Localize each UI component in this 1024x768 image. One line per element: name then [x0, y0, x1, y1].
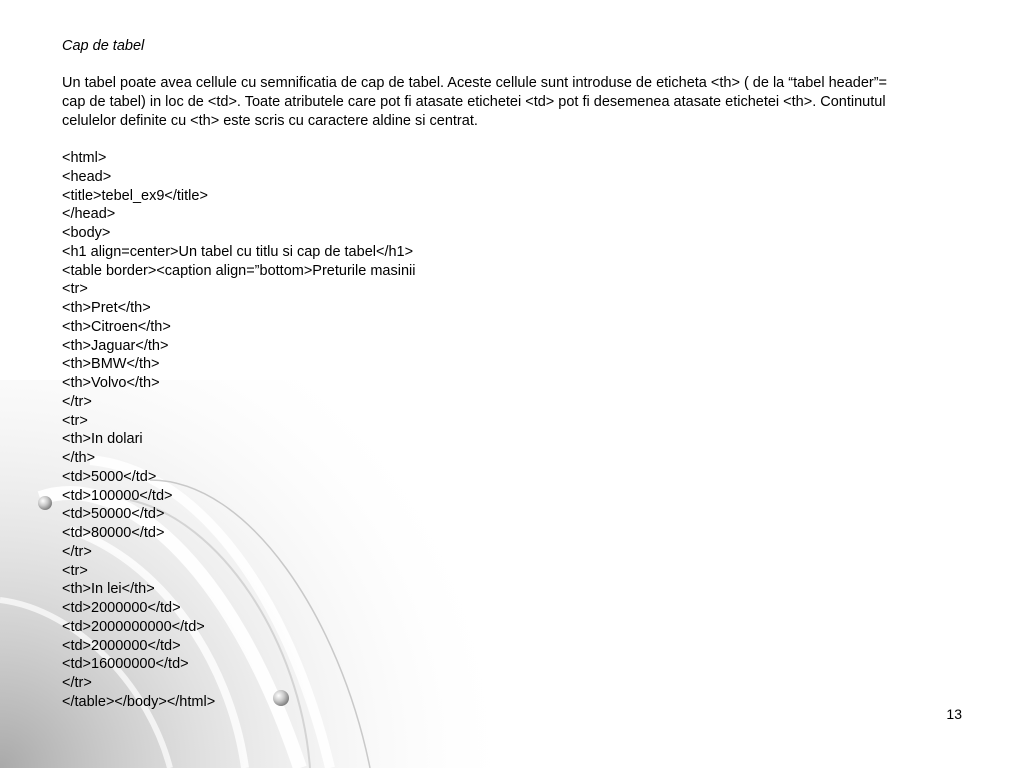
intro-line: celulelor definite cu <th> este scris cu caractere aldine si centrat. [62, 113, 478, 129]
code-line: </head> [62, 206, 116, 223]
code-line: </table></body></html> [62, 693, 216, 710]
html-code-listing [62, 149, 415, 712]
code-line: <th>In dolari [62, 431, 143, 448]
intro-line: cap de tabel) in loc de <td>. Toate atributele care pot fi atasate etichetei <td> pot fi desemenea atasate etichetei <th>. Continutul [62, 94, 886, 110]
code-line: <th>Jaguar</th> [62, 337, 169, 354]
code-line: <th>In lei</th> [62, 581, 155, 598]
code-line: <title>tebel_ex9</title> [62, 187, 208, 204]
code-line: <td>2000000</td> [62, 600, 181, 616]
code-line: <td>2000000000</td> [62, 618, 205, 635]
code-line: <td>80000</td> [62, 525, 165, 541]
code-line: </tr> [62, 675, 92, 691]
code-line: <h1 align=center>Un tabel cu titlu si cap de tabel</h1> [62, 243, 414, 260]
code-line: <td>2000000</td> [62, 637, 181, 654]
code-line: <th>Volvo</th> [62, 375, 160, 391]
intro-line: Un tabel poate avea cellule cu semnificatia de cap de tabel. Aceste cellule sunt introduse de eticheta <th> ( de la “tabel header”= [62, 75, 888, 91]
code-line: <th>Pret</th> [62, 300, 151, 316]
slide-title: Cap de tabel [62, 38, 145, 54]
code-line: <html> [62, 150, 107, 166]
code-line: <tr> [62, 412, 88, 429]
code-line: <td>50000</td> [62, 506, 165, 523]
code-line: </th> [62, 450, 96, 466]
code-line: <body> [62, 225, 111, 241]
code-line: <head> [62, 168, 112, 185]
code-line: <th>Citroen</th> [62, 318, 171, 335]
code-line: <th>BMW</th> [62, 356, 160, 373]
code-line: </tr> [62, 543, 92, 560]
code-line: <tr> [62, 562, 88, 579]
code-line: <td>5000</td> [62, 468, 157, 485]
page-number: 13 [946, 706, 962, 722]
code-line: <td>16000000</td> [62, 656, 189, 673]
code-line: <tr> [62, 281, 88, 298]
intro-paragraph [62, 74, 972, 131]
code-line: <td>100000</td> [62, 487, 173, 504]
code-line: <table border><caption align=”bottom>Preturile masinii [62, 262, 416, 279]
code-line: </tr> [62, 393, 92, 410]
